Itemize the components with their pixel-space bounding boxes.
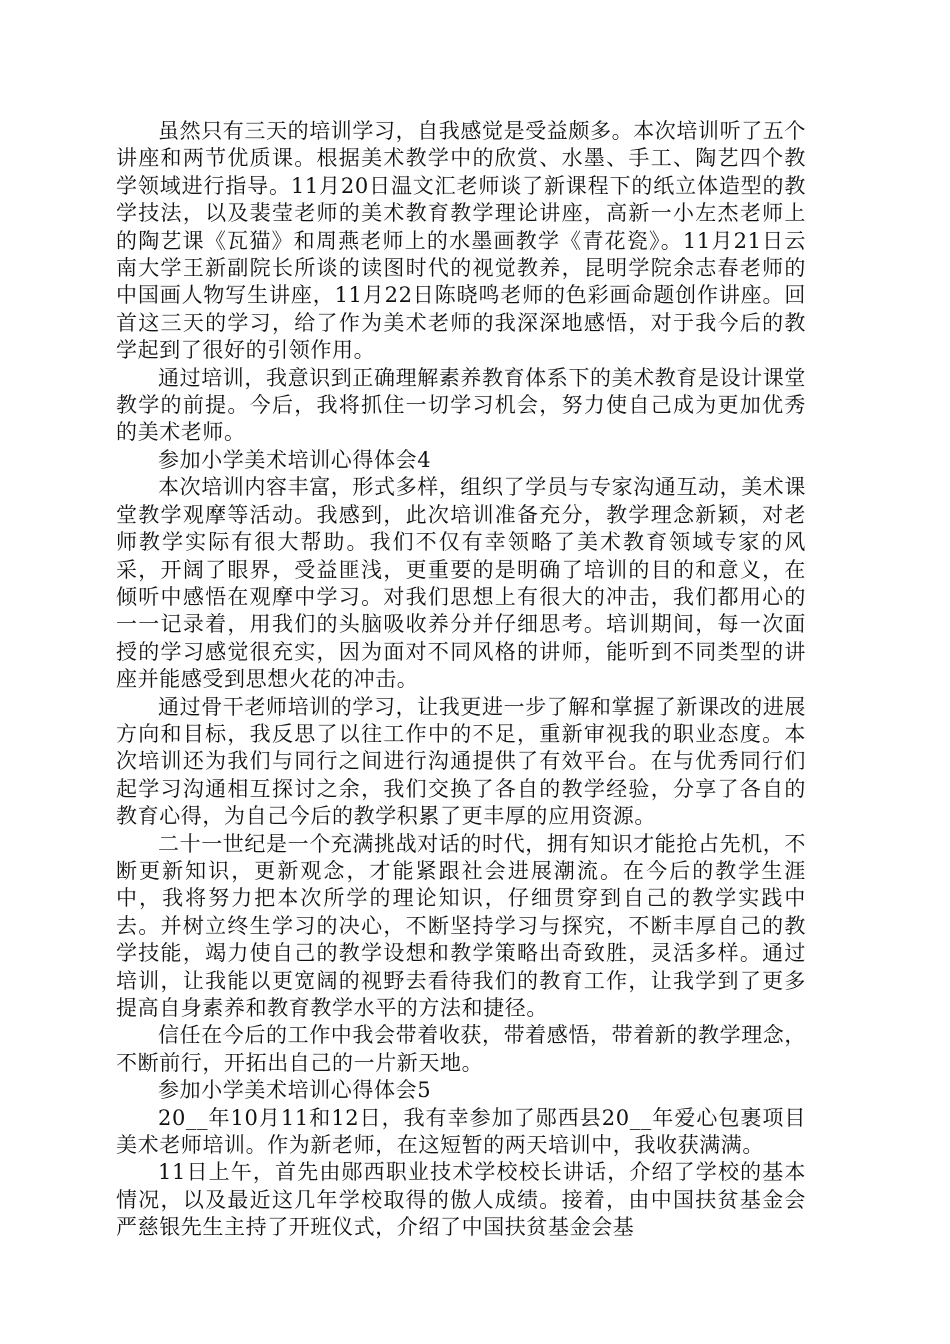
paragraph: 11日上午，首先由郧西职业技术学校校长讲话，介绍了学校的基本情况，以及最近这几年学校取得的傲人成绩。接着，由中国扶贫基金会严慈银先生主持了开班仪式，介绍了中国扶贫基金会基 <box>116 1160 806 1240</box>
paragraph: 通过培训，我意识到正确理解素养教育体系下的美术教育是设计课堂教学的前提。今后，我将抓住一切学习机会，努力使自己成为更加优秀的美术老师。 <box>116 365 806 445</box>
paragraph: 通过骨干老师培训的学习，让我更进一步了解和掌握了新课改的进展方向和目标，我反思了以往工作中的不足，重新审视我的职业态度。本次培训还为我们与同行之间进行沟通提供了有效平台。在与优秀同行们起学习沟通相互探讨之余，我们交换了各自的教学经验，分享了各自的教育心得，为自己今后的教学积累了更丰厚的应用资源。 <box>116 694 806 829</box>
paragraph: 本次培训内容丰富，形式多样，组织了学员与专家沟通互动，美术课堂教学观摩等活动。我感到，此次培训准备充分，教学理念新颖，对老师教学实际有很大帮助。我们不仅有幸领略了美术教育领域专家的风采，开阔了眼界，受益匪浅，更重要的是明确了培训的目的和意义，在倾听中感悟在观摩中学习。对我们思想上有很大的冲击，我们都用心的一一记录着，用我们的头脑吸收养分并仔细思考。培训期间，每一次面授的学习感觉很充实，因为面对不同风格的讲师，能听到不同类型的讲座并能感受到思想火花的冲击。 <box>116 475 806 692</box>
paragraph: 虽然只有三天的培训学习，自我感觉是受益颇多。本次培训听了五个讲座和两节优质课。根据美术教学中的欣赏、水墨、手工、陶艺四个教学领域进行指导。11月20日温文汇老师谈了新课程下的纸立体造型的教学技法，以及裴莹老师的美术教育教学理论讲座，高新一小左杰老师上的陶艺课《瓦猫》和周燕老师上的水墨画教学《青花瓷》。11月21日云南大学王新副院长所谈的读图时代的视觉教养，昆明学院余志春老师的中国画人物写生讲座，11月22日陈晓鸣老师的色彩画命题创作讲座。回首这三天的学习，给了作为美术老师的我深深地感悟，对于我今后的教学起到了很好的引领作用。 <box>116 119 806 363</box>
section-heading: 参加小学美术培训心得体会4 <box>158 447 432 472</box>
document-page <box>116 118 806 1242</box>
paragraph: 二十一世纪是一个充满挑战对话的时代，拥有知识才能抢占先机，不断更新知识，更新观念，才能紧跟社会进展潮流。在今后的教学生涯中，我将努力把本次所学的理论知识，仔细贯穿到自己的教学实践中去。并树立终生学习的决心，不断坚持学习与探究，不断丰厚自己的教学技能，竭力使自己的教学设想和教学策略出奇致胜，灵活多样。通过培训，让我能以更宽阔的视野去看待我们的教育工作，让我学到了更多提高自身素养和教育教学水平的方法和捷径。 <box>116 831 806 1020</box>
section-heading: 参加小学美术培训心得体会5 <box>158 1078 432 1103</box>
paragraph: 20__年10月11和12日，我有幸参加了郧西县20__年爱心包裹项目美术老师培训。作为新老师，在这短暂的两天培训中，我收获满满。 <box>116 1105 806 1158</box>
paragraph: 信任在今后的工作中我会带着收获，带着感悟，带着新的教学理念，不断前行，开拓出自己的一片新天地。 <box>116 1023 806 1075</box>
